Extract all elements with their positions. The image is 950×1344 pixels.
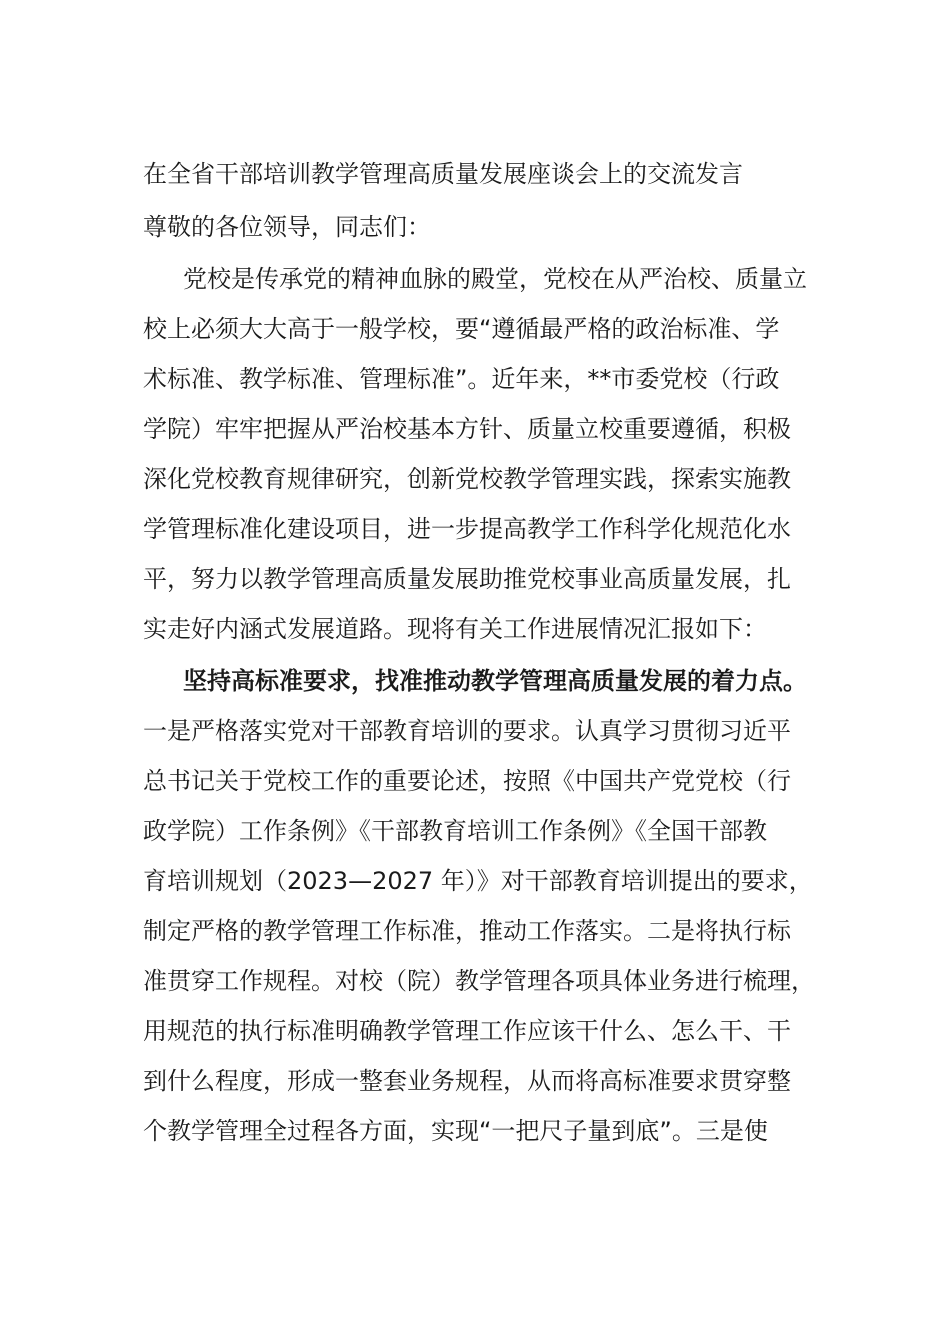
paragraph-line: 实走好内涵式发展道路。现将有关工作进展情况汇报如下： bbox=[143, 615, 767, 643]
section-paragraph bbox=[143, 656, 815, 1156]
section-heading: 坚持高标准要求，找准推动教学管理高质量发展的着力点。 bbox=[183, 667, 807, 695]
paragraph-line: 校上必须大大高于一般学校，要“遵循最严格的政治标准、学 bbox=[143, 315, 780, 343]
paragraph-line: 到什么程度，形成一整套业务规程，从而将高标准要求贯穿整 bbox=[143, 1067, 791, 1095]
paragraph-line: 政学院）工作条例》《干部教育培训工作条例》《全国干部教 bbox=[143, 817, 767, 845]
paragraph-line: 制定严格的教学管理工作标准，推动工作落实。二是将执行标 bbox=[143, 917, 791, 945]
paragraph-line: 用规范的执行标准明确教学管理工作应该干什么、怎么干、干 bbox=[143, 1017, 791, 1045]
document-page bbox=[143, 150, 815, 1156]
paragraph-line: 一是严格落实党对干部教育培训的要求。认真学习贯彻习近平 bbox=[143, 717, 791, 745]
paragraph-line: 术标准、教学标准、管理标准”。近年来，**市委党校（行政 bbox=[143, 365, 780, 393]
paragraph-line: 平，努力以教学管理高质量发展助推党校事业高质量发展，扎 bbox=[143, 565, 791, 593]
paragraph-line: 党校是传承党的精神血脉的殿堂，党校在从严治校、质量立 bbox=[183, 265, 807, 293]
paragraph-line: 个教学管理全过程各方面，实现“一把尺子量到底”。三是使 bbox=[143, 1117, 768, 1145]
paragraph-line: 总书记关于党校工作的重要论述，按照《中国共产党党校（行 bbox=[143, 767, 791, 795]
paragraph-line: 学院）牢牢把握从严治校基本方针、质量立校重要遵循，积极 bbox=[143, 415, 791, 443]
paragraph-line: 育培训规划（2023—2027 年）》对干部教育培训提出的要求， bbox=[143, 867, 813, 895]
paragraph-line: 深化党校教育规律研究，创新党校教学管理实践，探索实施教 bbox=[143, 465, 791, 493]
salutation: 尊敬的各位领导，同志们： bbox=[143, 213, 431, 241]
paragraph-line: 学管理标准化建设项目，进一步提高教学工作科学化规范化水 bbox=[143, 515, 791, 543]
paragraph-line: 准贯穿工作规程。对校（院）教学管理各项具体业务进行梳理， bbox=[143, 967, 815, 995]
intro-paragraph bbox=[143, 254, 807, 654]
document-title: 在全省干部培训教学管理高质量发展座谈会上的交流发言 bbox=[143, 160, 743, 188]
